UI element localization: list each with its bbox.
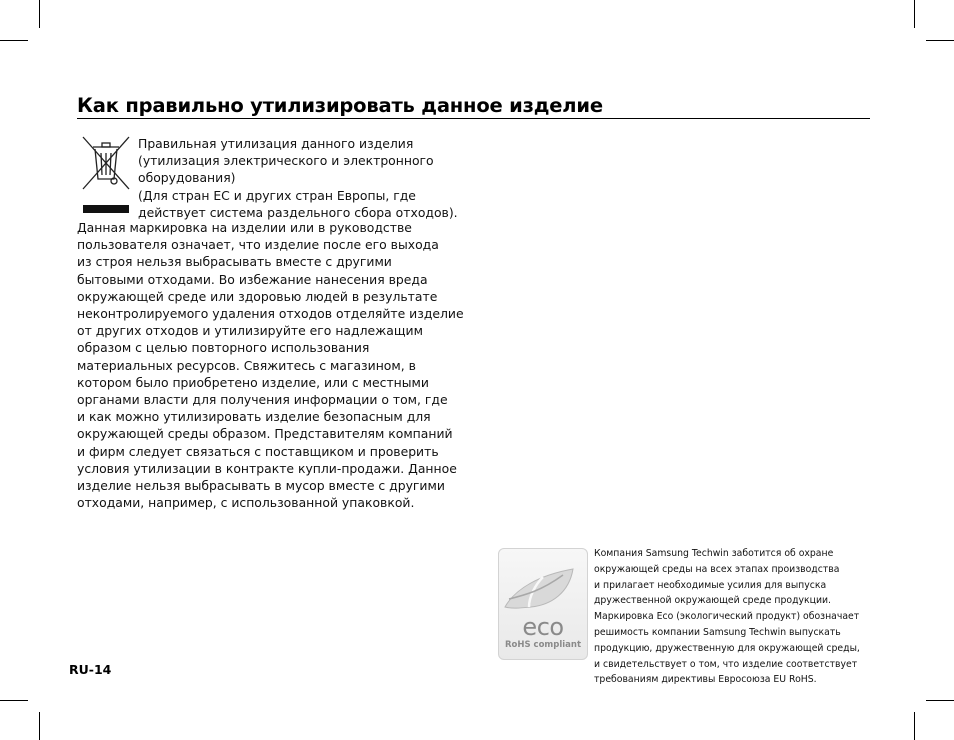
crop-mark — [39, 712, 40, 740]
crop-mark — [39, 0, 40, 28]
title-underline — [77, 118, 870, 119]
crop-mark — [926, 700, 954, 701]
body-text: Данная маркировка на изделии или в руководстве пользователя означает, что изделие после его выхода из строя нельзя выбрасывать вместе с другими бытовыми отходами. Во избежание нанесения вреда окружающей среде или здоровью людей в результате неконтролируемого удаления отходов отделяйте изделие от других отходов и утилизируйте его надлежащим образом с целью повторного использования материальных ресурсов. Свяжитесь с магазином, в котором было приобретено изделие, или с местными органами власти для получения информации о том, где и как можно утилизировать изделие безопасным для окружающей среды образом. Представителям компаний и фирм следует связаться с поставщиком и проверить условия утилизации в контракте купли-продажи. Данное изделие нельзя выбрасывать в мусор вместе с другими отходами, например, с использованной упаковкой. — [77, 220, 464, 511]
crop-mark — [914, 0, 915, 28]
crop-mark — [926, 40, 954, 41]
crop-mark — [0, 40, 28, 41]
page-title: Как правильно утилизировать данное изделие — [77, 94, 603, 117]
intro-text: Правильная утилизация данного изделия (утилизация электрического и электронного оборудования) (Для стран ЕС и других стран Европы, где действует система раздельного сбора отходов). — [138, 136, 458, 220]
eco-description: Компания Samsung Techwin заботится об охране окружающей среды на всех этапах производства и прилагает необходимые усилия для выпуска дружественной окружающей среде продукции. Маркировка Eco (экологический продукт) обозначает решимость компании Samsung Techwin выпускать продукцию, дружественную для окружающей среды, и свидетельствует о том, что изделие соответствует требованиям директивы Евросоюза EU RoHS. — [594, 548, 860, 686]
crop-mark — [0, 700, 28, 701]
eco-logo-word: eco — [522, 613, 564, 641]
page-number: RU-14 — [69, 662, 112, 677]
rohs-caption: RoHS compliant — [504, 640, 582, 650]
crop-mark — [914, 712, 915, 740]
eco-logo — [498, 548, 588, 660]
crossed-out-wheelie-bin-icon — [79, 133, 133, 215]
